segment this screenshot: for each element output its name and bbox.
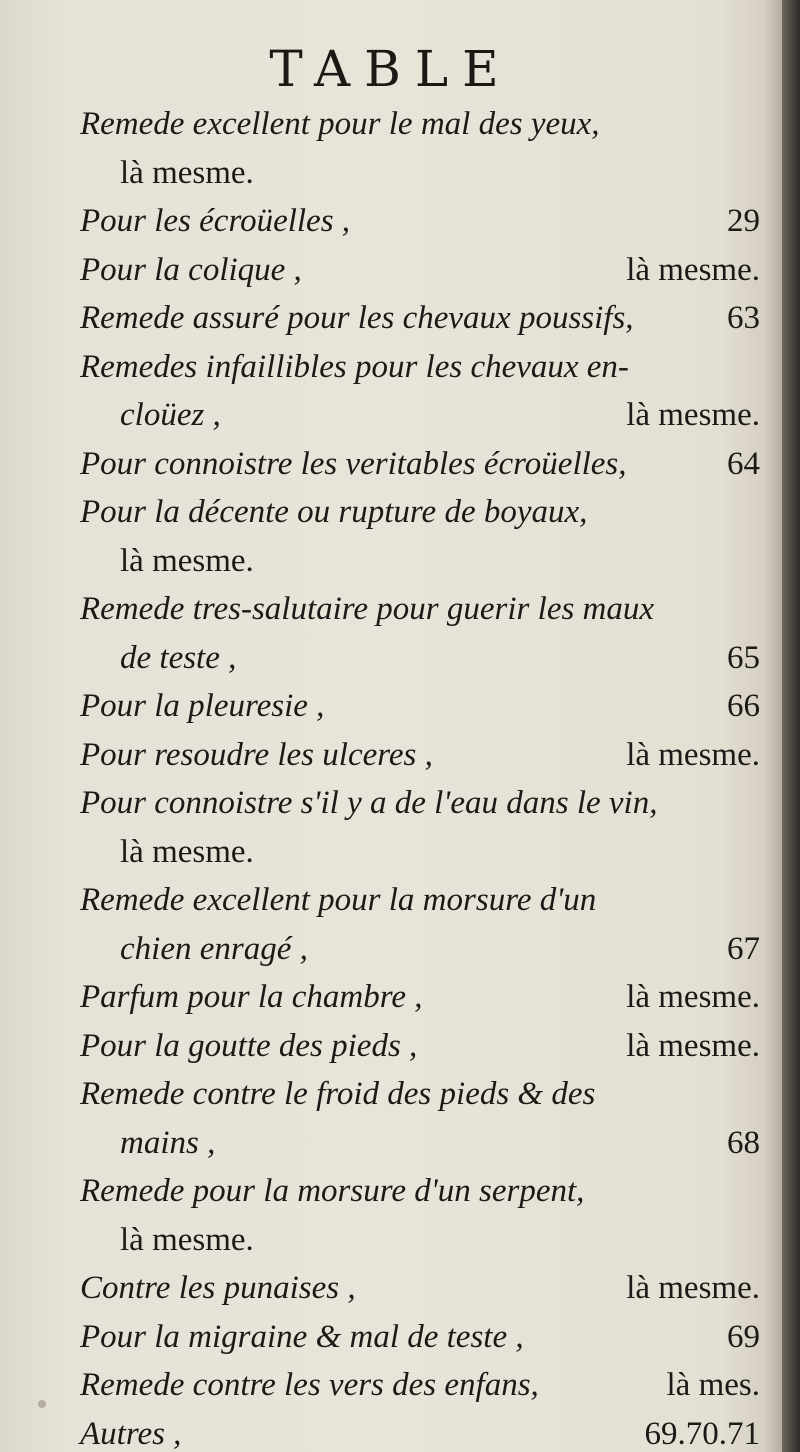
toc-entry: [80, 828, 760, 877]
entry-page: là mes.: [666, 1367, 760, 1403]
entry-text: là mesme.: [120, 1221, 254, 1258]
toc-entry: [80, 197, 760, 246]
entry-text: là mesme.: [120, 154, 254, 191]
entry-text: Autres ,: [80, 1415, 182, 1452]
toc-entry: [80, 440, 760, 489]
toc-entry: [80, 1070, 760, 1119]
entry-text: Pour les écroüelles ,: [80, 203, 351, 239]
entry-text: Remede tres-salutaire pour guerir les maux: [80, 591, 655, 627]
entry-page: là mesme.: [626, 397, 760, 433]
toc-entry: [80, 973, 760, 1022]
paper-stain: [38, 1400, 46, 1408]
entry-page: 63: [727, 300, 760, 336]
entry-page: 66: [727, 688, 760, 724]
entry-text: Contre les punaises ,: [80, 1270, 356, 1306]
toc-entry: [80, 343, 760, 392]
entry-text: Pour la goutte des pieds ,: [80, 1027, 418, 1064]
entry-text: Remede pour la morsure d'un serpent,: [80, 1173, 585, 1209]
entry-text: Pour resoudre les ulceres ,: [80, 736, 433, 773]
entry-page: 69: [727, 1318, 760, 1355]
entry-text: Pour connoistre s'il y a de l'eau dans le vin,: [80, 785, 658, 821]
toc-entry: [80, 925, 760, 974]
toc-entry: [80, 1167, 760, 1216]
entry-text: Pour la décente ou rupture de boyaux,: [80, 494, 588, 530]
toc-entry: [80, 488, 760, 537]
entry-text: cloüez ,: [120, 397, 221, 433]
toc-entry: [80, 1361, 760, 1410]
page-title: TABLE: [269, 40, 513, 98]
entry-text: Remedes infaillibles pour les chevaux en-: [80, 348, 629, 385]
table-of-contents: [80, 100, 760, 1452]
toc-entry: [80, 1313, 760, 1362]
entry-text: Remede contre les vers des enfans,: [80, 1367, 539, 1403]
entry-page: là mesme.: [626, 251, 760, 288]
entry-text: Pour la pleuresie ,: [80, 688, 325, 724]
entry-page: là mesme.: [626, 736, 760, 773]
entry-page: 64: [727, 445, 760, 482]
entry-text: Remede excellent pour la morsure d'un: [80, 882, 597, 918]
entry-text: Remede excellent pour le mal des yeux,: [80, 106, 600, 142]
entry-text: Parfum pour la chambre ,: [80, 979, 423, 1015]
toc-entry: [80, 294, 760, 343]
entry-text: chien enragé ,: [120, 930, 308, 967]
toc-entry: [80, 537, 760, 586]
toc-entry: [80, 1119, 760, 1168]
toc-entry: [80, 779, 760, 828]
toc-entry: [80, 1410, 760, 1452]
toc-entry: [80, 1264, 760, 1313]
entry-page: 67: [727, 930, 760, 967]
entry-text: Remede contre le froid des pieds & des: [80, 1076, 596, 1112]
toc-entry: [80, 1216, 760, 1265]
entry-page: là mesme.: [626, 1027, 760, 1064]
entry-text: Pour connoistre les veritables écroüelles,: [80, 445, 627, 482]
entry-page: là mesme.: [626, 1270, 760, 1306]
toc-entry: [80, 634, 760, 683]
entry-text: là mesme.: [120, 833, 254, 870]
toc-entry: [80, 1022, 760, 1071]
entry-page: 29: [727, 203, 760, 239]
toc-entry: [80, 149, 760, 198]
toc-entry: [80, 682, 760, 731]
entry-text: là mesme.: [120, 542, 254, 579]
entry-page: 68: [727, 1124, 760, 1161]
toc-entry: [80, 246, 760, 295]
entry-page: 69.70.71: [644, 1415, 760, 1452]
entry-text: Pour la migraine & mal de teste ,: [80, 1318, 524, 1355]
toc-entry: [80, 585, 760, 634]
entry-text: mains ,: [120, 1124, 216, 1161]
entry-text: Remede assuré pour les chevaux poussifs,: [80, 300, 634, 336]
toc-entry: [80, 731, 760, 780]
toc-entry: [80, 876, 760, 925]
toc-entry: [80, 391, 760, 440]
entry-text: de teste ,: [120, 639, 237, 676]
entry-text: Pour la colique ,: [80, 251, 302, 288]
page-edge: [782, 0, 800, 1452]
entry-page: là mesme.: [626, 979, 760, 1015]
toc-entry: [80, 100, 760, 149]
entry-page: 65: [727, 639, 760, 676]
